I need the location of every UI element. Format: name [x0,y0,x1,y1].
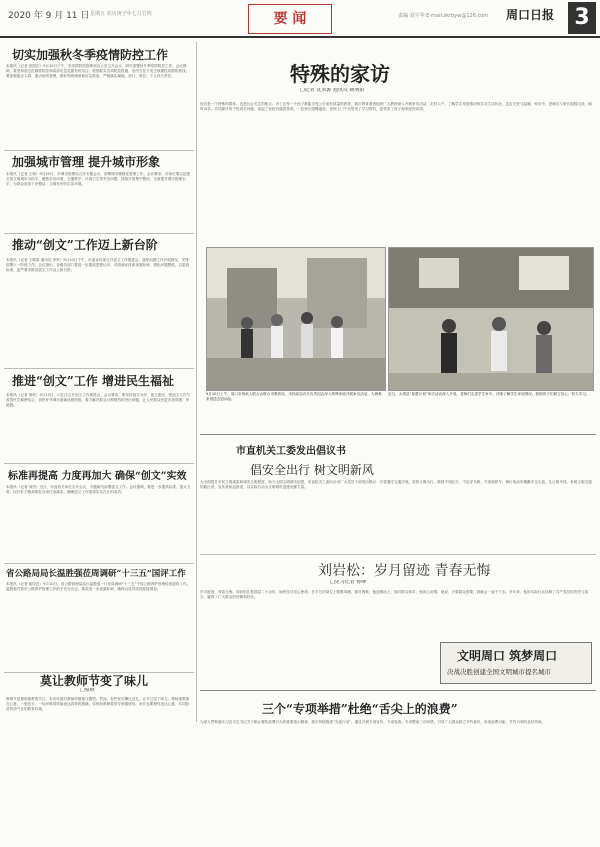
article-title-standard: 标准再提高 力度再加大 确保“创文”实效 [8,471,187,482]
proposal-subtitle: 倡安全出行 树文明新风 [250,463,374,477]
column-divider [196,42,197,722]
divider [200,690,596,691]
feature-photo-right [388,247,594,391]
article-title-welfare: 推进“创文”工作 增进民生福祉 [12,374,174,388]
divider [4,463,194,464]
photo-caption-right: 近日，太康县“春蕾计划”家访活动深入开展，老师们走进学生家中，详细了解学生家庭情况，鼓励孩子们树立信心、努力学习。 [388,392,590,396]
article-title-highway: 省公路局局长温胜强莅周调研“十三五”国评工作 [6,569,186,579]
divider [200,434,596,435]
bottom-article-body: 为深入贯彻落实习近平总书记关于制止餐饮浪费行为的重要指示精神，我市持续推进“光盘行动”，通过开展专项宣传、专项检查、专项整治三项举措，引导广大群众树立节约意识，形成浪费可耻、节约为荣的良好风尚。 [200,720,546,724]
divider [4,150,194,151]
feature-body: 他们是一个特殊的群体，也是社会关注的焦点。为了让每一个孩子都能享受公平而有质量的教育，我市教育系统组织广大教师深入开展家访活动，走村入户，了解学生家庭情况和学习生活状况，送去关爱与温暖。家访中，老师们与家长促膝交谈，倾听诉求，共同探讨孩子的成长问题，架起了家校沟通的桥梁。一位家长感慨地说，老师上门不仅带来了学习资料，更带来了孩子和家庭的希望。 [200,102,592,111]
article-body-civil: 本报讯（记者 王锦春 通讯员 李军）9月10日下午，市委宣传部召开创文工作推进会，通报前期工作开展情况，安排部署下一阶段工作。会议指出，各级各部门要进一步提高思想认识，对照测评体系查漏补缺，强化问题整改，以更高标准、更严要求推动创文工作迈上新台阶。 [6,258,190,272]
paper-name: 周口日报 [506,8,555,22]
essay-byline: □见习记者 孙峰 [330,580,367,585]
page-number: 3 [568,2,596,34]
essay-body: 岁月留迹，青春无悔。刘岩松扎根基层二十余年，始终坚守初心使命，在平凡的岗位上默默奉献。面对困难，他迎难而上；面对群众诉求，他用心用情。他说，只要群众需要，我就会一直干下去。多年来，他用实际行动诠释了共产党员的责任与担当，赢得了广大群众的信赖和好评。 [200,590,589,599]
feature-photo-left [206,247,386,391]
photo-caption-left: 9月10日上午，周口市残疾人联合会联合市教育局、市民政局有关负责同志深入特殊家庭开展家访活动，为困难家庭送去慰问品。 [206,392,382,401]
bottom-article-title: 三个“专项举措”杜绝“舌尖上的浪费” [262,702,458,716]
article-body-welfare: 本报讯（记者 徐松）9月10日，川汇区召开创文工作推进会。会议要求，要坚持创文为民、创文惠民，把创文工作与改善民生紧密结合，加快补齐城市基础设施短板，着力解决群众反映强烈的突出问题，让人民群众有更多获得感、幸福感。 [6,393,191,407]
proposal-body: 为全面提升市民文明素质和城市文明程度，助力全国文明城市创建，市直机关工委向全市广大党员干部发出倡议：自觉遵守交通法规，坚持文明出行，做到不闯红灯、不乱穿马路、不违规停车；骑行电动车佩戴安全头盔，礼让斑马线，争做文明交通的践行者、宣传者和监督者，以实际行动为文明城市创建贡献力量。 [200,480,592,489]
article-body-city: 本报讯（记者 王莉）9月10日，市城市管理局召开专题会议，部署城市精细化管理工作。会议要求，各单位要以创建全国文明城市为抓手，聚焦市容环境、交通秩序、环境卫生等突出问题，持续开展集中整治，全面提升城市管理水平，为群众营造干净整洁、文明有序的生活环境。 [6,172,191,186]
article-body-standard: 本报讯（记者 刘杰）近日，市直有关单位召开会议，专题研究部署创文工作。会议强调，要进一步提高标准、加大力度，以钉钉子精神抓好各项任务落实，确保创文工作取得实实在在的成效。 [6,485,191,494]
article-body-teacher: 教师节是尊师重教的节日，本应传递对教师的敬意与感恩。然而，有些家长攀比送礼，让节日变了味儿。尊师重教重在心意，一张贺卡、一句问候同样能表达真挚的感谢。学校和教师要坚守师德底线，家长也要理性表达心意，共同营造风清气正的教育环境。 [6,697,190,711]
article-title-epidemic: 切实加强秋冬季疫情防控工作 [12,48,169,62]
article-title-city: 加强城市管理 提升城市形象 [12,155,161,169]
section-title: 要 闻 [248,4,332,34]
essay-title: 刘岩松：岁月留迹 青春无悔 [318,563,491,579]
feature-byline: □记者 沈永源 通讯员 姚明阳 [300,88,365,93]
article-body-epidemic: 本报讯（记者 张国庆）9月10日下午，市疫情防控指挥部办公室召开会议，研究部署秋冬季疫情防控工作。会议强调，要坚持常态化精准防控和局部应急处置有机结合，抓细抓实各项防控措施，坚决守住不发生规模性疫情的底线。要加强重点人群、重点场所管理，做好物资储备和应急准备，严格落实属地、部门、单位、个人四方责任。 [6,64,190,78]
page-header [0,0,600,38]
article-title-civil: 推动“创文”工作迈上新台阶 [12,238,158,252]
divider [200,554,596,555]
photo-illustration [389,248,593,390]
article-title-teacher: 莫让教师节变了味儿 [40,674,149,688]
divider [4,563,194,564]
photo-illustration [207,248,385,390]
banner-title: 文明周口 筑梦周口 [457,649,558,663]
feature-title: 特殊的家访 [290,62,390,86]
civilization-banner [440,642,592,684]
article-body-highway: 本报讯（记者 崔同良）9月10日，省公路管理局局长温胜强一行莅周调研“十三五”干线公路养护管理检查迎检工作。温胜强对我市公路养护管理工作给予充分肯定，要求进一步查漏补缺，确保以优异成绩迎接国检。 [6,582,191,591]
issue-date: 2020 年 9 月 11 日 [8,11,90,21]
proposal-title: 市直机关工委发出倡议书 [236,446,346,457]
header-rule [0,36,600,38]
banner-subtitle: 决战决胜创建全国文明城市提名城市 [447,668,551,676]
header-meta: 星期五 农历庚子年七月廿四 [90,11,152,17]
divider [4,368,194,369]
divider [4,233,194,234]
article-byline-teacher: □蔡继 [80,688,95,693]
editor-info: 责编 刘平华 E-mail:zkrbyw@126.com [398,13,489,19]
